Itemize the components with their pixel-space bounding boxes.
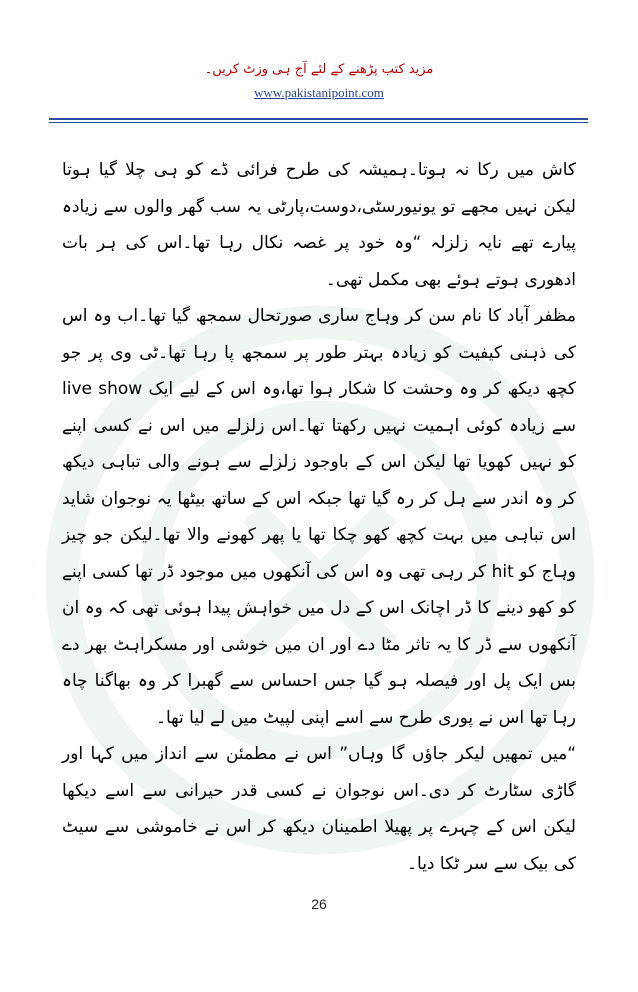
header-rule [49, 118, 588, 120]
page-header [0, 62, 638, 101]
paragraph: مظفر آباد کا نام سن کر وہاج ساری صورتحال سمجھ گیا تھا۔اب وہ اس کی ذہنی کیفیت کو زیادہ بہتر طور پر سمجھ پا رہا تھا۔ٹی وی پر جو کچھ دیکھ کر وہ وحشت کا شکار ہوا تھا،وہ اس کے لیے ایک live show سے زیادہ کوئی اہمیت نہیں رکھتا تھا۔اس زلزلے میں اس نے کسی اپنے کو نہیں کھویا تھا لیکن اس کے باوجود زلزلے سے ہونے والی تباہی دیکھ کر وہ اندر سے ہل کر رہ گیا تھا جبکہ اس کے ساتھ بیٹھا یہ نوجوان شاید اس تباہی میں بہت کچھ کھو چکا تھا یا پھر کھونے والا تھا۔لیکن جو چیز وہاج کو hit کر رہی تھی وہ اس کی آنکھوں میں موجود ڈر تھا کسی اپنے کو کھو دینے کا ڈر اچانک اس کے دل میں خواہش پیدا ہوئی تھی کہ وہ ان آنکھوں سے ڈر کا یہ تاثر مٹا دے اور ان میں خوشی اور مسکراہٹ بھر دے بس ایک پل اور فیصلہ ہو گیا جس احساس سے گھبرا کر وہ بھاگنا چاہ رہا تھا اس نے پوری طرح سے اسے اپنی لپیٹ میں لے لیا تھا۔ [62, 306, 577, 728]
paragraph: کاش میں رکا نہ ہوتا۔ہمیشہ کی طرح فرائی ڈے کو ہی چلا گیا ہوتا لیکن نہیں مجھے تو یونیورسٹی،دوست،پارٹی یہ سب گھر والوں سے زیادہ پیارے تھے نایہ زلزلہ “وہ خود پر غصہ نکال رہا تھا۔اس کی ہر بات ادھوری ہوتے ہوئے بھی مکمل تھی۔ [62, 160, 576, 290]
header-rule-inner [49, 122, 588, 123]
story-body [62, 152, 576, 882]
header-tagline: مزید کتب پڑھنے کے لئے آج ہی وزٹ کریں۔ [204, 62, 434, 77]
paragraph: “میں تمھیں لیکر جاؤں گا وہاں” اس نے مطمئن سے انداز میں کہا اور گاڑی سٹارٹ کر دی۔اس نوجوان نے کسی قدر حیرانی سے اسے دیکھا لیکن اس کے چہرے پر پھیلا اطمینان دیکھ کر اس نے خاموشی سے سیٹ کی بیک سے سر ٹکا دیا۔ [62, 744, 576, 874]
site-link[interactable]: www.pakistanipoint.com [254, 85, 384, 100]
page-number: 26 [311, 896, 327, 912]
